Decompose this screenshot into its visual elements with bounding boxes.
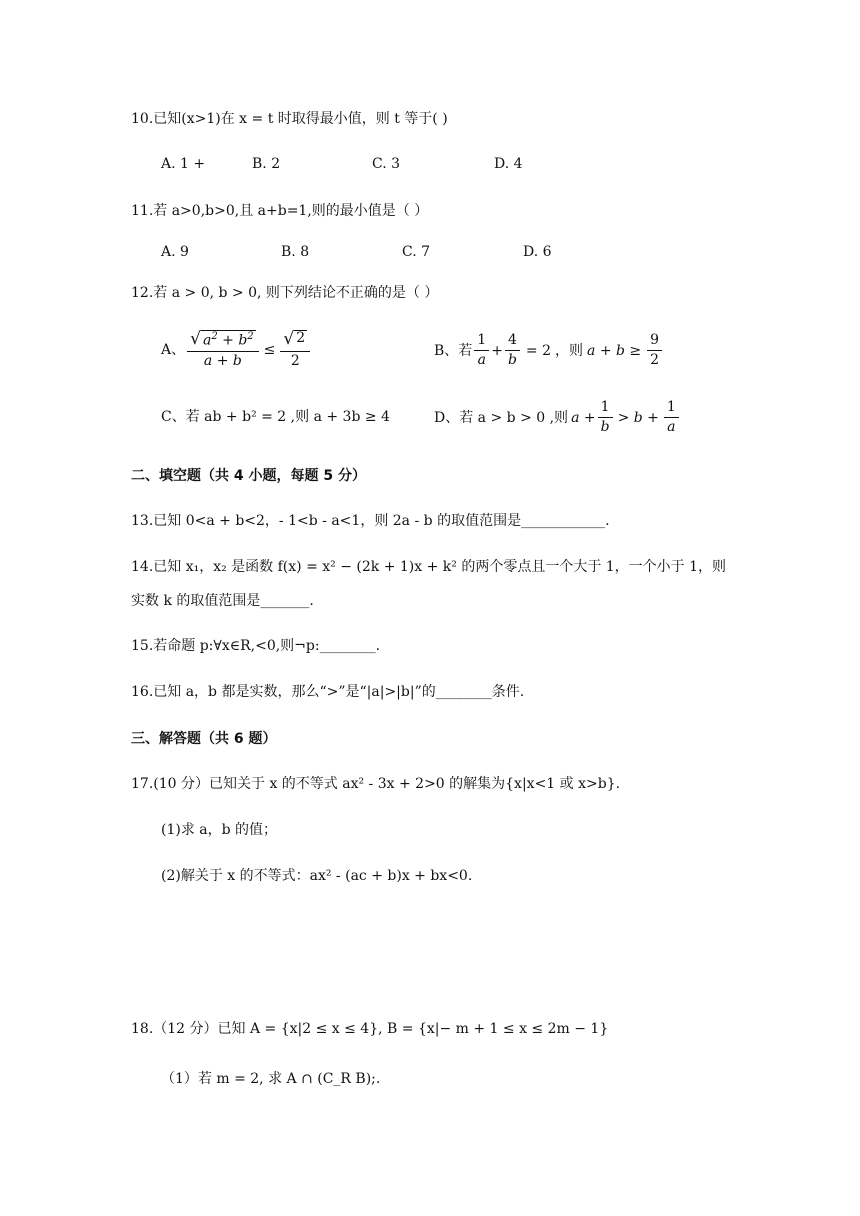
q17-part-1: (1)求 a，b 的值； xyxy=(161,822,278,838)
q11-option-d: D. 6 xyxy=(523,244,552,260)
q18-part-1: （1）若 m = 2, 求 A ∩ (C_R B);. xyxy=(161,1071,381,1087)
q11-option-b: B. 8 xyxy=(281,244,310,260)
q12-option-d-frac2: $\frac{1}{a}$ xyxy=(664,400,679,436)
q12-option-d-frac1: $\frac{1}{b}$ xyxy=(598,400,613,436)
q14-line-1: 14.已知 x₁，x₂ 是函数 f(x) = x² − (2k + 1)x + k² 的两个零点且一个大于 1，一个小于 1，则 xyxy=(131,559,727,575)
q12-option-d: D、若 a > b > 0 ,则 a + $\frac{1}{b}$ > b + $\frac{1}{a}$ xyxy=(434,400,681,436)
q12-option-d-label: D、若 a > b > 0 ,则 xyxy=(434,409,569,426)
q10-option-c: C. 3 xyxy=(372,156,401,172)
q10-option-a: A. 1 + xyxy=(161,156,206,172)
q12-option-c: C、若 ab + b² = 2 ,则 a + 3b ≥ 4 xyxy=(161,409,390,425)
q10-option-b: B. 2 xyxy=(252,156,281,172)
q16: 16.已知 a，b 都是实数，那么“>”是“|a|>|b|”的________条件. xyxy=(131,684,525,700)
q10-option-d: D. 4 xyxy=(494,156,523,172)
q11-option-a: A. 9 xyxy=(161,244,189,260)
section-3-heading: 三、解答题（共 6 题） xyxy=(131,731,277,747)
q12-option-a: A、 $\frac{√ a^2 + b^2}{a + b}$ ≤ $\frac{√ 2}{2}$ xyxy=(161,330,312,369)
q12-stem: 12.若 a > 0, b > 0, 则下列结论不正确的是（ ） xyxy=(131,285,439,301)
q15: 15.若命题 p:∀x∈R,<0,则¬p:________. xyxy=(131,638,381,654)
q12-option-b-then: ，则 xyxy=(555,342,584,359)
q17-stem: 17.(10 分）已知关于 x 的不等式 ax² - 3x + 2>0 的解集为{x|x<1 或 x>b}. xyxy=(131,776,621,792)
q12-option-a-fraction: $\frac{√ a^2 + b^2}{a + b}$ xyxy=(187,330,259,369)
q12-option-a-label: A、 xyxy=(161,341,186,358)
q17-part-2: (2)解关于 x 的不等式：ax² - (ac + b)x + bx<0. xyxy=(161,868,473,884)
q11-stem: 11.若 a>0,b>0,且 a+b=1,则的最小值是（ ） xyxy=(131,203,429,219)
q12-option-b-frac2: $\frac{4}{b}$ xyxy=(505,333,520,369)
q11-option-c: C. 7 xyxy=(402,244,431,260)
q10-stem: 10.已知(x>1)在 x = t 时取得最小值，则 t 等于( ) xyxy=(131,111,448,127)
q12-option-b-label: B、若 xyxy=(434,342,473,359)
q12-option-b: B、若 $\frac{1}{a}$ + $\frac{4}{b}$ = 2 ，则 a + b ≥ $\frac{9}{2}$ xyxy=(434,333,664,369)
q13: 13.已知 0<a + b<2，- 1<b - a<1，则 2a - b 的取值范围是____________. xyxy=(131,513,610,529)
q12-option-b-frac1: $\frac{1}{a}$ xyxy=(474,333,489,369)
q18-stem: 18.（12 分）已知 A = {x|2 ≤ x ≤ 4}, B = {x|− m + 1 ≤ x ≤ 2m − 1} xyxy=(131,1021,609,1037)
q12-option-b-frac3: $\frac{9}{2}$ xyxy=(647,333,662,369)
q14-line-2: 实数 k 的取值范围是_______. xyxy=(131,593,314,609)
section-2-heading: 二、填空题（共 4 小题，每题 5 分） xyxy=(131,468,366,484)
q12-option-a-rhs: $\frac{√ 2}{2}$ xyxy=(280,330,310,369)
